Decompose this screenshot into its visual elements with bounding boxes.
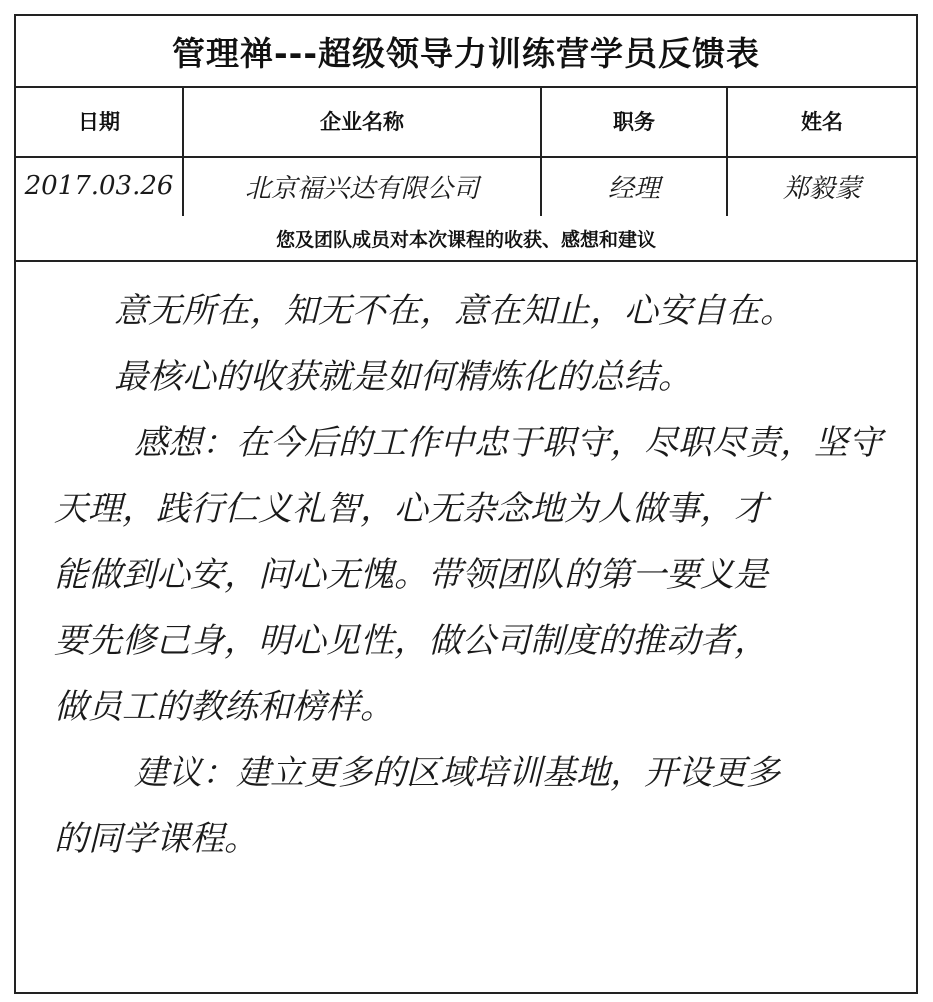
handwritten-feedback [54, 278, 884, 872]
feedback-line: 感想：在今后的工作中忠于职守，尽职尽责，坚守 [134, 423, 882, 463]
name-header: 姓名 [801, 110, 843, 134]
position-header: 职务 [542, 86, 728, 156]
feedback-line: 能做到心安，问心无愧。带领团队的第一要义是 [54, 555, 768, 595]
value-row [16, 156, 916, 216]
header-row [16, 86, 916, 158]
date-value: 2017.03.26 [16, 156, 184, 216]
feedback-subheading: 您及团队成员对本次课程的收获、感想和建议 [16, 216, 916, 262]
feedback-line: 要先修己身，明心见性，做公司制度的推动者， [54, 621, 768, 661]
feedback-line: 做员工的教练和榜样。 [54, 687, 394, 727]
feedback-line: 天理，践行仁义礼智，心无杂念地为人做事，才 [54, 489, 768, 529]
position-value: 经理 [542, 156, 728, 216]
company-header: 企业名称 [184, 86, 542, 156]
feedback-line: 意无所在，知无不在，意在知止，心安自在。 [114, 291, 794, 331]
date-header: 日期 [16, 86, 184, 156]
feedback-form [14, 14, 918, 994]
feedback-line: 的同学课程。 [54, 819, 258, 859]
feedback-line: 最核心的收获就是如何精炼化的总结。 [114, 357, 692, 397]
company-value: 北京福兴达有限公司 [184, 156, 542, 216]
form-title: 管理禅---超级领导力训练营学员反馈表 [16, 16, 916, 88]
name-value: 郑毅蒙 [782, 173, 861, 204]
feedback-line: 建议：建立更多的区域培训基地，开设更多 [134, 753, 780, 793]
